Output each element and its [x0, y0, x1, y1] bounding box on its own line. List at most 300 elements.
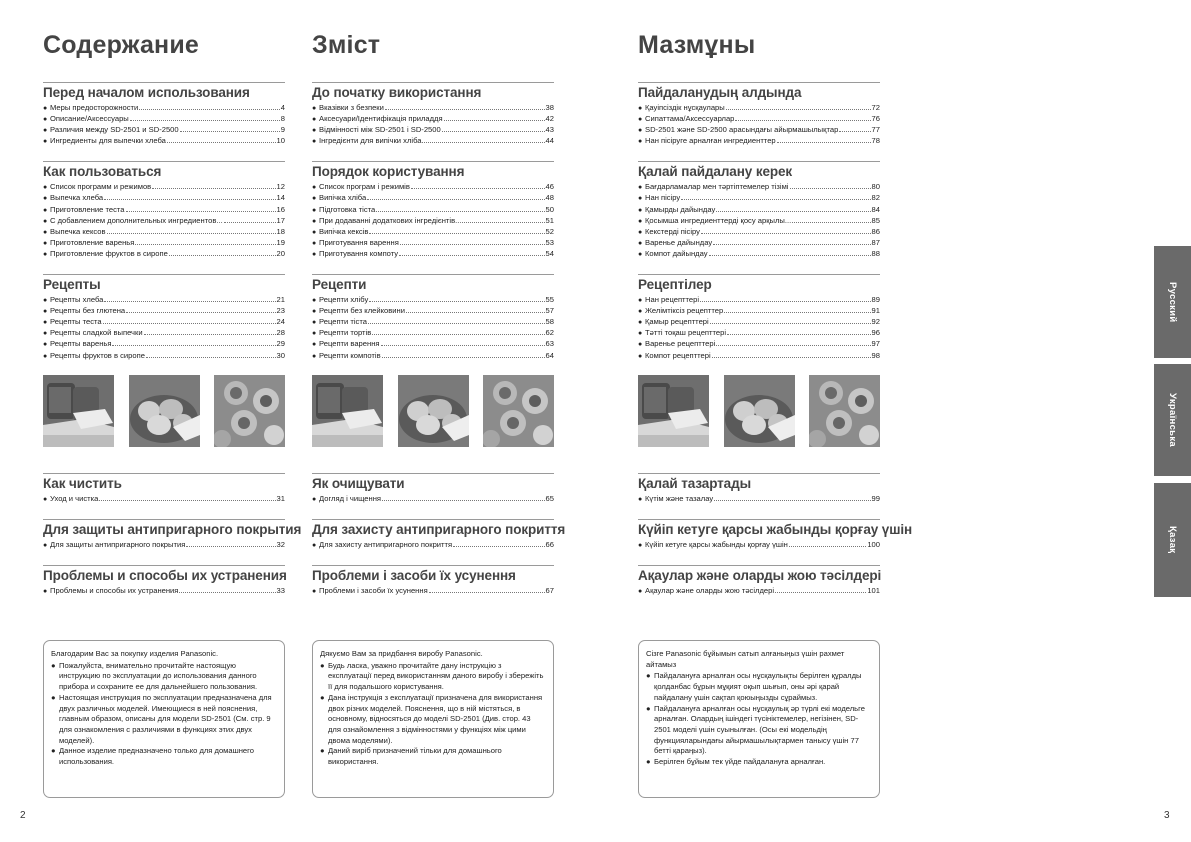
toc-entry[interactable]	[638, 305, 880, 316]
toc-entry-page: 97	[871, 339, 880, 349]
dot-leader	[382, 357, 545, 358]
bullet-icon: ●	[638, 228, 643, 236]
bullet-icon: ●	[51, 746, 56, 756]
dot-leader	[716, 211, 870, 212]
bullet-icon: ●	[312, 127, 317, 135]
bullet-icon: ●	[43, 184, 48, 192]
toc-section	[43, 161, 285, 259]
bullet-icon: ●	[43, 116, 48, 124]
info-bullet	[320, 661, 545, 693]
toc-entry-page: 91	[871, 306, 880, 316]
bullet-icon: ●	[646, 757, 651, 767]
toc-entry-title: Рецепты хлеба	[50, 295, 104, 305]
toc-entry[interactable]	[43, 135, 285, 146]
info-bullet	[51, 693, 276, 747]
toc-section	[638, 565, 880, 596]
bullet-icon: ●	[43, 206, 48, 214]
toc-entry-page: 84	[871, 204, 880, 214]
bullet-icon: ●	[638, 206, 643, 214]
toc-entry[interactable]	[312, 305, 554, 316]
toc-entry[interactable]	[312, 248, 554, 259]
toc-entry-page: 31	[276, 493, 285, 503]
toc-entry-title: Випічка хліба	[319, 193, 367, 203]
toc-entry-page: 10	[276, 136, 285, 146]
toc-entry-page: 48	[545, 193, 554, 203]
toc-section	[638, 274, 880, 361]
dot-leader	[792, 222, 870, 223]
dot-leader	[700, 301, 870, 302]
bullet-icon: ●	[638, 138, 643, 146]
toc-section	[638, 473, 880, 504]
language-tab-kazakh[interactable]	[1154, 483, 1191, 597]
dot-leader	[376, 211, 544, 212]
bullet-icon: ●	[43, 228, 48, 236]
toc-entry[interactable]	[312, 327, 554, 338]
toc-entry[interactable]	[312, 181, 554, 192]
bullet-icon: ●	[43, 330, 48, 338]
toc-entry-title: Відмінності між SD-2501 і SD-2500	[319, 125, 441, 135]
photo-strip	[638, 375, 880, 449]
bullet-icon: ●	[320, 660, 325, 670]
toc-entry-title: Кекстерді пісіру	[645, 226, 700, 236]
toc-entry-title: С добавлением дополнительных ингредиентов...	[50, 215, 223, 225]
toc-entry-title: Компот дайындау	[645, 248, 708, 258]
toc-section	[638, 82, 880, 146]
toc-entry[interactable]	[638, 204, 880, 215]
toc-entry-title: Приготування компоту	[319, 248, 399, 258]
toc-entry-page: 62	[545, 328, 554, 338]
toc-entry[interactable]	[638, 539, 880, 550]
toc-entry-title: Рецепты теста	[50, 317, 102, 327]
toc-section	[312, 274, 554, 361]
bullet-icon: ●	[312, 239, 317, 247]
page-title: Содержание	[43, 31, 200, 59]
toc-entry[interactable]	[638, 181, 880, 192]
toc-entry[interactable]	[638, 327, 880, 338]
bread-rolls-photo	[398, 375, 469, 447]
bullet-icon: ●	[638, 319, 643, 327]
toc-entry[interactable]	[312, 204, 554, 215]
dot-leader	[716, 345, 870, 346]
toc-entry-title: Рецепти хлібу	[319, 295, 369, 305]
dot-leader	[107, 233, 276, 234]
toc-entry[interactable]	[638, 124, 880, 135]
info-bullet-text: Пожалуйста, внимательно прочитайте настоящую инструкцию по эксплуатации до использования данного прибора и сохраните ее для дальнейшего пользования.	[59, 660, 258, 692]
toc-entry[interactable]	[312, 226, 554, 237]
toc-entry-page: 98	[871, 350, 880, 360]
toc-entry[interactable]	[43, 102, 285, 113]
bullet-icon: ●	[43, 587, 48, 595]
section-heading: Күйіп кетуге қарсы жабынды қорғау үшін	[638, 519, 880, 537]
language-tab-label: Русский	[1167, 281, 1178, 323]
toc-entry-page: 28	[276, 328, 285, 338]
info-bullet-text: Дана інструкція з експлуатації призначена для використання двох різних моделей. Пояснення, що в ній містяться, в основному, відносяться до моделі SD-2501 (Див. стор. 43 для ознайомлення з відмінностями у функціях між цими двома моделями).	[328, 692, 543, 745]
dot-leader	[789, 546, 866, 547]
bullet-icon: ●	[43, 352, 48, 360]
section-heading: Рецепты	[43, 274, 285, 292]
photo-strip	[43, 375, 285, 449]
toc-entry-title: Рецепты без глютена	[50, 306, 126, 316]
bullet-icon: ●	[312, 116, 317, 124]
toc-entry[interactable]	[43, 226, 285, 237]
bullet-icon: ●	[43, 250, 48, 258]
bullet-icon: ●	[312, 541, 317, 549]
toc-entry-list	[638, 493, 880, 504]
toc-entry-list	[43, 539, 285, 550]
page-title: Зміст	[312, 31, 381, 59]
section-heading: Как пользоваться	[43, 161, 285, 179]
page-number-left: 2	[20, 810, 26, 821]
bullet-icon: ●	[638, 127, 643, 135]
toc-entry[interactable]	[638, 135, 880, 146]
section-heading: Як очищувати	[312, 473, 554, 491]
toc-entry-title: Нан пісіруге арналған ингредиенттер	[645, 136, 776, 146]
toc-entry[interactable]	[638, 102, 880, 113]
toc-entry-title: Рецепти тортів	[319, 328, 372, 338]
dot-leader	[144, 334, 276, 335]
pastry-photo	[214, 375, 285, 447]
toc-entry-title: Для защиты антипригарного покрытия	[50, 539, 186, 549]
toc-entry-page: 89	[871, 295, 880, 305]
toc-entry-title: Рецепти компотів	[319, 350, 381, 360]
toc-entry[interactable]	[43, 192, 285, 203]
dot-leader	[112, 345, 275, 346]
dot-leader	[139, 109, 280, 110]
bullet-icon: ●	[312, 319, 317, 327]
toc-entry-title: Компот рецепттері	[645, 350, 711, 360]
bullet-icon: ●	[638, 341, 643, 349]
bullet-icon: ●	[43, 319, 48, 327]
info-box-kazakh	[638, 640, 880, 798]
language-tab-ukrainian[interactable]	[1154, 364, 1191, 476]
dot-leader	[369, 233, 544, 234]
toc-entry-title: Вареньe дайындау	[645, 237, 713, 247]
bread-loaf-photo	[43, 375, 114, 447]
bullet-icon: ●	[312, 250, 317, 258]
toc-entry[interactable]	[43, 539, 285, 550]
toc-entry-page: 32	[276, 539, 285, 549]
dot-leader	[126, 211, 276, 212]
toc-entry[interactable]	[312, 350, 554, 361]
toc-entry-title: Ақаулар және оларды жою тәсілдері	[645, 585, 775, 595]
bullet-icon: ●	[638, 297, 643, 305]
dot-leader	[381, 345, 545, 346]
toc-entry-title: Рецепты варенья	[50, 339, 112, 349]
info-bullet-text: Пайдалануға арналған осы нұсқаулық әр түрлі екі модельге арналған. Олардың ішіндегі түсініктемелер, негізінен, SD-2501 моделі үшін суынылған. (Осы екі модельдің функцияларындағы айырмашылықтармен танысу үшін 77 бетті қараңыз).	[654, 703, 865, 756]
toc-entry[interactable]	[638, 338, 880, 349]
toc-entry-page: 88	[871, 248, 880, 258]
toc-entry-page: 4	[280, 103, 285, 112]
toc-entry-page: 58	[545, 317, 554, 327]
dot-leader	[442, 131, 545, 132]
dot-leader	[726, 109, 871, 110]
toc-entry-title: Випічка кексів	[319, 226, 369, 236]
bullet-icon: ●	[312, 138, 317, 146]
toc-entry-title: Выпечка кексов	[50, 226, 106, 236]
toc-entry-title: Проблеми і засоби їх усунення	[319, 585, 428, 595]
bullet-icon: ●	[51, 660, 56, 670]
toc-entry-title: Қамырды дайындау	[645, 204, 716, 214]
toc-entry-page: 24	[276, 317, 285, 327]
toc-entry[interactable]	[43, 113, 285, 124]
toc-entry[interactable]	[638, 215, 880, 226]
toc-entry-page: 100	[867, 539, 880, 549]
toc-entry-list	[312, 585, 554, 596]
toc-entry-title: Нан рецепттері	[645, 295, 700, 305]
toc-entry[interactable]	[43, 248, 285, 259]
contents-column-russian	[43, 30, 302, 611]
dot-leader	[777, 142, 871, 143]
toc-entry-title: Күйіп кетуге қарсы жабынды қорғау үшін	[645, 539, 788, 549]
info-bullet-text: Берілген бұйым тек үйде пайдалануға арналған.	[654, 757, 826, 767]
bullet-icon: ●	[312, 495, 317, 503]
toc-entry-page: 53	[545, 237, 554, 247]
bullet-icon: ●	[320, 692, 325, 702]
dot-leader	[179, 592, 275, 593]
toc-entry[interactable]	[43, 215, 285, 226]
contents-column-kazakh	[638, 30, 913, 611]
toc-entry-page: 82	[871, 193, 880, 203]
toc-entry-page: 44	[545, 136, 554, 146]
bullet-icon: ●	[312, 341, 317, 349]
toc-entry-title: Приготовление фруктов в сиропе	[50, 248, 168, 258]
contents-column-ukrainian	[312, 30, 566, 611]
toc-entry-title: При додаванні додаткових інгредієнтів...	[319, 215, 462, 225]
dot-leader	[385, 109, 545, 110]
toc-entry-title: Различия между SD-2501 и SD-2500	[50, 125, 179, 135]
dot-leader	[462, 222, 544, 223]
toc-entry-page: 55	[545, 295, 554, 305]
toc-entry[interactable]	[638, 237, 880, 248]
bullet-icon: ●	[312, 297, 317, 305]
toc-entry-title: Қауіпсіздік нұсқаулары	[645, 103, 725, 112]
toc-entry-page: 76	[871, 114, 880, 124]
info-bullet-text: Данное изделие предназначено только для домашнего использования.	[59, 746, 254, 767]
toc-section	[312, 565, 554, 596]
bullet-icon: ●	[646, 671, 651, 681]
toc-entry-page: 64	[545, 350, 554, 360]
dot-leader	[735, 120, 870, 121]
toc-entry[interactable]	[43, 327, 285, 338]
toc-entry[interactable]	[43, 585, 285, 596]
dot-leader	[724, 312, 870, 313]
toc-entry[interactable]	[638, 493, 880, 504]
dot-leader	[180, 131, 280, 132]
dot-leader	[135, 244, 275, 245]
toc-entry-title: Список програм і режимів	[319, 182, 410, 192]
toc-entry[interactable]	[638, 192, 880, 203]
dot-leader	[839, 131, 870, 132]
toc-entry[interactable]	[312, 102, 554, 113]
section-heading: Рецептілер	[638, 274, 880, 292]
dot-leader	[146, 357, 276, 358]
toc-entry[interactable]	[43, 237, 285, 248]
toc-entry[interactable]	[43, 181, 285, 192]
toc-entry-page: 66	[545, 539, 554, 549]
toc-entry[interactable]	[43, 124, 285, 135]
bullet-icon: ●	[312, 195, 317, 203]
toc-entry-title: Приготовление варенья	[50, 237, 135, 247]
toc-entry[interactable]	[638, 585, 880, 596]
toc-entry-title: Приготовление теста	[50, 204, 125, 214]
toc-entry-page: 29	[276, 339, 285, 349]
toc-entry[interactable]	[43, 305, 285, 316]
toc-entry-page: 65	[545, 493, 554, 503]
bullet-icon: ●	[43, 105, 48, 112]
dot-leader	[372, 334, 544, 335]
bullet-icon: ●	[312, 217, 317, 225]
bread-loaf-photo	[638, 375, 709, 447]
toc-entry-page: 50	[545, 204, 554, 214]
toc-entry[interactable]	[312, 215, 554, 226]
toc-entry[interactable]	[312, 316, 554, 327]
toc-section	[43, 565, 285, 596]
language-tab-label: Українська	[1167, 393, 1178, 447]
toc-entry[interactable]	[312, 539, 554, 550]
bullet-icon: ●	[320, 746, 325, 756]
toc-section	[43, 473, 285, 504]
section-heading: Порядок користування	[312, 161, 554, 179]
toc-entry[interactable]	[312, 135, 554, 146]
toc-section	[43, 519, 302, 550]
page-number-right: 3	[1164, 810, 1170, 821]
toc-entry-title: Описание/Аксессуары	[50, 114, 129, 124]
pastry-photo	[483, 375, 554, 447]
toc-entry[interactable]	[43, 316, 285, 327]
toc-entry-title: Қосымша ингредиенттерді қосу арқылы...	[645, 215, 792, 225]
toc-entry-page: 9	[280, 125, 285, 135]
bullet-icon: ●	[312, 352, 317, 360]
toc-entry-title: Список программ и режимов	[50, 182, 152, 192]
toc-entry-page: 52	[545, 226, 554, 236]
dot-leader	[169, 255, 276, 256]
section-heading: Проблеми і засоби їх усунення	[312, 565, 554, 583]
toc-entry-list	[43, 585, 285, 596]
toc-entry[interactable]	[43, 204, 285, 215]
bullet-icon: ●	[43, 308, 48, 316]
bullet-icon: ●	[646, 703, 651, 713]
toc-entry-list	[312, 102, 554, 146]
info-bullet	[51, 661, 276, 693]
page-title: Мазмұны	[638, 31, 756, 59]
toc-entry-title: Қамыр рецепттері	[645, 317, 709, 327]
toc-entry-page: 99	[871, 493, 880, 503]
bullet-icon: ●	[312, 330, 317, 338]
dot-leader	[103, 323, 276, 324]
toc-entry-page: 72	[871, 103, 880, 112]
info-bullet-text: Настоящая инструкция по эксплуатации предназначена для двух различных моделей. Имеющиеся в ней пояснения, главным образом, описаны для модели SD-2501 (См. стр. 9 для ознакомления с различиями в функциях этих двух моделей).	[59, 692, 272, 745]
dot-leader	[406, 312, 545, 313]
info-bullet	[320, 746, 545, 767]
bullet-icon: ●	[43, 341, 48, 349]
pastry-photo	[809, 375, 880, 447]
toc-entry[interactable]	[43, 338, 285, 349]
section-heading: Перед началом использования	[43, 82, 285, 100]
info-bullet	[320, 693, 545, 747]
info-bullet	[51, 746, 276, 767]
toc-entry-title: Вказівки з безпеки	[319, 103, 384, 112]
dot-leader	[126, 312, 275, 313]
toc-entry[interactable]	[638, 248, 880, 259]
toc-entry[interactable]	[312, 113, 554, 124]
bullet-icon: ●	[312, 105, 317, 112]
toc-entry-list	[312, 539, 554, 550]
toc-entry[interactable]	[43, 493, 285, 504]
toc-entry-page: 78	[871, 136, 880, 146]
toc-entry[interactable]	[312, 192, 554, 203]
toc-entry[interactable]	[312, 237, 554, 248]
language-tab-label: Қазақ	[1167, 526, 1178, 554]
toc-entry[interactable]	[312, 124, 554, 135]
toc-entry[interactable]	[312, 493, 554, 504]
dot-leader	[186, 546, 275, 547]
toc-entry-title: SD-2501 және SD-2500 арасындағы айырмашылықтар	[645, 125, 839, 135]
toc-entry-title: Рецепти без клейковини	[319, 306, 405, 316]
toc-entry-list	[638, 585, 880, 596]
dot-leader	[444, 120, 545, 121]
dot-leader	[411, 188, 545, 189]
dot-leader	[712, 357, 871, 358]
dot-leader	[399, 255, 544, 256]
toc-entry[interactable]	[638, 294, 880, 305]
toc-entry[interactable]	[638, 316, 880, 327]
toc-entry[interactable]	[43, 294, 285, 305]
dot-leader	[713, 244, 870, 245]
toc-entry-list	[43, 181, 285, 259]
toc-entry-title: Күтім және тазалау	[645, 493, 714, 503]
toc-entry-list	[312, 181, 554, 259]
toc-entry-list	[638, 181, 880, 259]
bullet-icon: ●	[312, 184, 317, 192]
toc-section	[312, 161, 554, 259]
toc-entry-title: Проблемы и способы их устранения	[50, 585, 179, 595]
photo-strip	[312, 375, 554, 449]
toc-entry-page: 57	[545, 306, 554, 316]
toc-entry-list	[43, 493, 285, 504]
toc-entry[interactable]	[638, 113, 880, 124]
toc-entry-title: Ингредиенты для выпечки хлеба	[50, 136, 166, 146]
toc-entry[interactable]	[312, 585, 554, 596]
toc-entry-title: Тәтті тоқаш рецепттері	[645, 328, 727, 338]
info-bullet	[646, 704, 871, 758]
section-heading: Ақаулар және оларды жою тәсілдері	[638, 565, 880, 583]
bullet-icon: ●	[43, 138, 48, 146]
toc-entry-page: 46	[545, 182, 554, 192]
language-tab-russian[interactable]	[1154, 246, 1191, 358]
bullet-icon: ●	[43, 297, 48, 305]
bullet-icon: ●	[51, 692, 56, 702]
toc-entry[interactable]	[43, 350, 285, 361]
toc-entry-page: 18	[276, 226, 285, 236]
toc-entry-page: 23	[276, 306, 285, 316]
toc-entry-page: 87	[871, 237, 880, 247]
section-heading: Для защиты антипригарного покрытия	[43, 519, 285, 537]
toc-entry[interactable]	[312, 338, 554, 349]
dot-leader	[104, 301, 275, 302]
bullet-icon: ●	[312, 308, 317, 316]
toc-entry-page: 92	[871, 317, 880, 327]
section-heading: Қалай тазартады	[638, 473, 880, 491]
info-bullet-text: Будь ласка, уважно прочитайте дану інструкцію з експлуатації перед використанням даного виробу і збережіть її для подальшого користування.	[328, 660, 544, 692]
info-bullet-text: Пайдалануға арналған осы нұсқаулықты берілген құралды қолданбас бұрын мұқият оқып шығып, оны әрі қарай пайдалану үшін сақтап қоюыңызды сұраймыз.	[654, 671, 862, 702]
toc-entry[interactable]	[638, 350, 880, 361]
info-box-ukrainian	[312, 640, 554, 798]
toc-entry[interactable]	[638, 226, 880, 237]
toc-entry-title: Бағдарламалар мен тәртіптемелер тізімі	[645, 182, 789, 192]
toc-entry[interactable]	[312, 294, 554, 305]
bullet-icon: ●	[43, 127, 48, 135]
toc-entry-list	[43, 102, 285, 146]
